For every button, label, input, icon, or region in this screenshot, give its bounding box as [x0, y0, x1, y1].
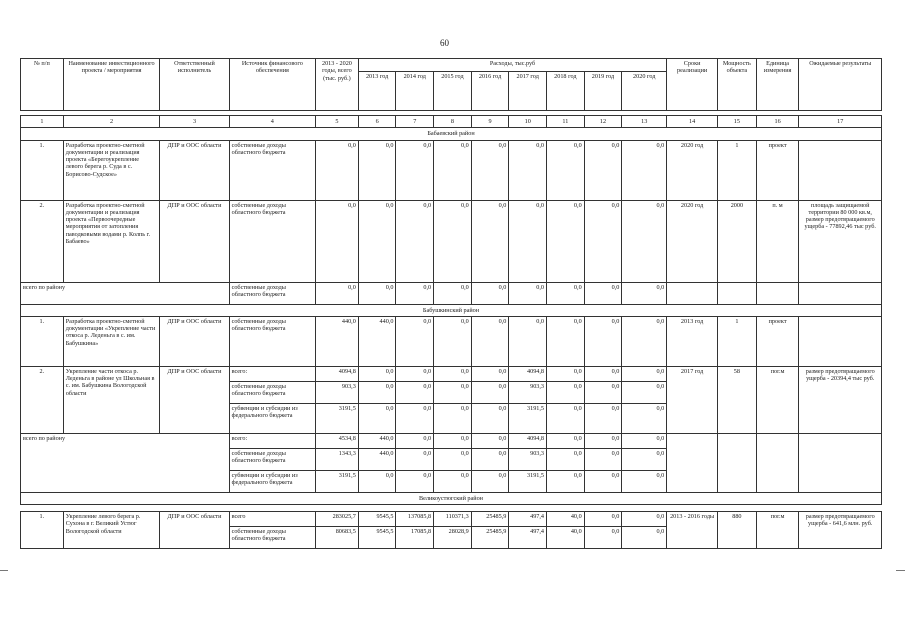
- value-2017: 3191,5: [509, 470, 547, 492]
- total-value: 80683,5: [316, 527, 359, 549]
- col-number: 15: [718, 116, 757, 128]
- value-2013: 9545,5: [358, 512, 396, 527]
- header-2017: 2017 год: [509, 72, 547, 111]
- col-number: 8: [434, 116, 472, 128]
- term: 2020 год: [667, 200, 718, 282]
- value-2020: 0,0: [622, 512, 667, 527]
- table-row: [21, 433, 882, 448]
- value-2016: 0,0: [471, 316, 509, 366]
- value-2015: 0,0: [434, 366, 472, 381]
- value-2013: 440,0: [358, 316, 396, 366]
- value-2017: 4094,8: [509, 366, 547, 381]
- col-number: 4: [229, 116, 315, 128]
- col-number: 12: [584, 116, 622, 128]
- value-2014: 0,0: [396, 200, 434, 282]
- header-2020: 2020 год: [622, 72, 667, 111]
- col-number: 5: [316, 116, 359, 128]
- value-2013: 440,0: [358, 448, 396, 470]
- term: 2020 год: [667, 140, 718, 200]
- value-2016: 25485,9: [471, 512, 509, 527]
- value-2019: 0,0: [584, 512, 622, 527]
- section-title: Бабаевский район: [21, 128, 882, 140]
- table-row: [21, 512, 882, 527]
- table-row: [21, 140, 882, 200]
- col-number: 16: [756, 116, 799, 128]
- value-2018: 0,0: [547, 200, 585, 282]
- value-2018: 0,0: [547, 403, 585, 433]
- header-2019: 2019 год: [584, 72, 622, 111]
- district-total-label: всего по району: [21, 433, 230, 492]
- header-source: Источник финансового обеспечения: [229, 59, 315, 111]
- value-2016: 0,0: [471, 366, 509, 381]
- col-number: 6: [358, 116, 396, 128]
- header-expenses: Расходы, тыс.руб: [358, 59, 666, 72]
- value-2015: 0,0: [434, 448, 472, 470]
- value-2016: 0,0: [471, 470, 509, 492]
- header-name: Наименование инвестиционного проекта / мероприятия: [63, 59, 160, 111]
- value-2014: 0,0: [396, 470, 434, 492]
- col-number: 11: [547, 116, 585, 128]
- expected-result: размер предотвращаемого ущерба - 641,6 млн. руб.: [799, 512, 882, 549]
- col-number: 3: [160, 116, 229, 128]
- value-2014: 0,0: [396, 448, 434, 470]
- value-2017: 497,4: [509, 512, 547, 527]
- project-name: Укрепление левого берега р. Сухона в г. Великий Устюг Вологодской области: [63, 512, 160, 549]
- value-2017: 0,0: [509, 200, 547, 282]
- row-number: 2.: [21, 200, 64, 282]
- col-number: 2: [63, 116, 160, 128]
- header-2013: 2013 год: [358, 72, 396, 111]
- total-value: 3191,5: [316, 403, 359, 433]
- total-value: 440,0: [316, 316, 359, 366]
- col-number: 17: [799, 116, 882, 128]
- unit: пог.м: [756, 512, 799, 549]
- value-2016: 0,0: [471, 433, 509, 448]
- value-2014: 0,0: [396, 403, 434, 433]
- value-2013: 0,0: [358, 140, 396, 200]
- funding-source: собственные доходы областного бюджета: [229, 381, 315, 403]
- value-2015: 110371,3: [434, 512, 472, 527]
- value-2016: 25485,9: [471, 527, 509, 549]
- value-2019: 0,0: [584, 366, 622, 381]
- value-2019: 0,0: [584, 433, 622, 448]
- header-2018: 2018 год: [547, 72, 585, 111]
- row-number: 1.: [21, 140, 64, 200]
- funding-source: всего:: [229, 433, 315, 448]
- col-number: 1: [21, 116, 64, 128]
- col-number: 9: [471, 116, 509, 128]
- value-2019: 0,0: [584, 200, 622, 282]
- funding-source: всего:: [229, 366, 315, 381]
- power: 58: [718, 366, 757, 433]
- funding-source: собственные доходы областного бюджета: [229, 200, 315, 282]
- total-value: 0,0: [316, 200, 359, 282]
- header-num: № п/п: [21, 59, 64, 111]
- col-number: 7: [396, 116, 434, 128]
- value-2017: 903,3: [509, 448, 547, 470]
- value-2019: 0,0: [584, 527, 622, 549]
- unit: п. м: [756, 200, 799, 282]
- value-2019: 0,0: [584, 140, 622, 200]
- value-2017: 4094,8: [509, 433, 547, 448]
- power: 880: [718, 512, 757, 549]
- value-2018: 0,0: [547, 316, 585, 366]
- project-name: Разработка проектно-сметной документации и реализация проекта «Первоочередные мероприятия от затопления паводковыми водами р. Колпь г. Бабаево»: [63, 200, 160, 282]
- header-2015: 2015 год: [434, 72, 472, 111]
- value-2014: 0,0: [396, 140, 434, 200]
- value-2018: 40,0: [547, 512, 585, 527]
- value-2013: 9545,5: [358, 527, 396, 549]
- total-value: 4094,8: [316, 366, 359, 381]
- value-2018: 0,0: [547, 282, 585, 304]
- power: 2000: [718, 200, 757, 282]
- value-2018: 0,0: [547, 366, 585, 381]
- project-name: Разработка проектно-сметной документации и реализация проекта «Берегоукрепление левого берега р. Суда в с. Борисово-Судское»: [63, 140, 160, 200]
- total-value: 0,0: [316, 282, 359, 304]
- scan-edge-mark: [896, 570, 905, 571]
- col-number: 10: [509, 116, 547, 128]
- executor: ДПР и ООС области: [160, 512, 229, 549]
- value-2013: 0,0: [358, 381, 396, 403]
- investment-table: [20, 58, 882, 549]
- row-number: 1.: [21, 316, 64, 366]
- value-2020: 0,0: [622, 448, 667, 470]
- funding-source: собственные доходы областного бюджета: [229, 140, 315, 200]
- funding-source: всего: [229, 512, 315, 527]
- row-number: 1.: [21, 512, 64, 549]
- funding-source: собственные доходы областного бюджета: [229, 316, 315, 366]
- unit: пог.м: [756, 366, 799, 433]
- term: 2017 год: [667, 366, 718, 433]
- value-2020: 0,0: [622, 140, 667, 200]
- value-2020: 0,0: [622, 381, 667, 403]
- header-row-1: [21, 59, 882, 72]
- unit: проект: [756, 140, 799, 200]
- term: 2013 - 2016 годы: [667, 512, 718, 549]
- table-row: [21, 366, 882, 381]
- value-2015: 28028,9: [434, 527, 472, 549]
- value-2015: 0,0: [434, 433, 472, 448]
- district-total-label: всего по району: [21, 282, 230, 304]
- value-2017: 903,3: [509, 381, 547, 403]
- value-2016: 0,0: [471, 282, 509, 304]
- unit: проект: [756, 316, 799, 366]
- header-2016: 2016 год: [471, 72, 509, 111]
- value-2017: 497,4: [509, 527, 547, 549]
- value-2018: 0,0: [547, 448, 585, 470]
- value-2016: 0,0: [471, 381, 509, 403]
- value-2015: 0,0: [434, 140, 472, 200]
- value-2013: 0,0: [358, 403, 396, 433]
- value-2018: 0,0: [547, 470, 585, 492]
- value-2015: 0,0: [434, 282, 472, 304]
- section-title: Великоустюгский район: [21, 492, 882, 504]
- funding-source: собственные доходы областного бюджета: [229, 527, 315, 549]
- expected-result: площадь защищаемой территории 80 000 кв.м, размер предотвращаемого ущерба - 77892,46 тыс руб.: [799, 200, 882, 282]
- project-name: Укрепление части откоса р. Леденьга в районе ул Школьная в с. им. Бабушкина Вологодской области: [63, 366, 160, 433]
- value-2018: 0,0: [547, 140, 585, 200]
- value-2014: 0,0: [396, 316, 434, 366]
- value-2019: 0,0: [584, 282, 622, 304]
- total-value: 903,3: [316, 381, 359, 403]
- col-number: 13: [622, 116, 667, 128]
- value-2019: 0,0: [584, 381, 622, 403]
- value-2015: 0,0: [434, 200, 472, 282]
- value-2014: 137085,8: [396, 512, 434, 527]
- value-2016: 0,0: [471, 448, 509, 470]
- scan-edge-mark: [0, 570, 8, 571]
- value-2014: 0,0: [396, 381, 434, 403]
- value-2018: 0,0: [547, 381, 585, 403]
- value-2013: 0,0: [358, 366, 396, 381]
- funding-source: субвенции и субсидии из федерального бюджета: [229, 403, 315, 433]
- value-2015: 0,0: [434, 470, 472, 492]
- value-2017: 3191,5: [509, 403, 547, 433]
- column-numbers-row: [21, 116, 882, 128]
- value-2017: 0,0: [509, 140, 547, 200]
- value-2016: 0,0: [471, 403, 509, 433]
- header-executor: Ответственный исполнитель: [160, 59, 229, 111]
- value-2020: 0,0: [622, 316, 667, 366]
- value-2016: 0,0: [471, 200, 509, 282]
- table-row: [21, 316, 882, 366]
- power: 1: [718, 316, 757, 366]
- total-value: 3191,5: [316, 470, 359, 492]
- value-2020: 0,0: [622, 433, 667, 448]
- value-2013: 0,0: [358, 282, 396, 304]
- page-number: 60: [440, 38, 449, 48]
- funding-source: собственные доходы областного бюджета: [229, 448, 315, 470]
- executor: ДПР и ООС области: [160, 316, 229, 366]
- expected-result: [799, 140, 882, 200]
- value-2019: 0,0: [584, 316, 622, 366]
- header-unit: Единица измерения: [756, 59, 799, 111]
- funding-source: субвенции и субсидии из федерального бюджета: [229, 470, 315, 492]
- table-row: [21, 282, 882, 304]
- total-value: 0,0: [316, 140, 359, 200]
- project-name: Разработка проектно-сметной документации «Укрепление части откоса р. Леденьга в с. им. Бабушкина»: [63, 316, 160, 366]
- value-2014: 0,0: [396, 282, 434, 304]
- value-2013: 440,0: [358, 433, 396, 448]
- value-2020: 0,0: [622, 366, 667, 381]
- value-2017: 0,0: [509, 282, 547, 304]
- value-2020: 0,0: [622, 403, 667, 433]
- value-2020: 0,0: [622, 470, 667, 492]
- header-power: Мощность объекта: [718, 59, 757, 111]
- term: 2013 год: [667, 316, 718, 366]
- header-total: 2013 - 2020 годы, всего (тыс. руб.): [316, 59, 359, 111]
- value-2018: 40,0: [547, 527, 585, 549]
- power: 1: [718, 140, 757, 200]
- total-value: 4534,8: [316, 433, 359, 448]
- value-2014: 17085,8: [396, 527, 434, 549]
- row-number: 2.: [21, 366, 64, 433]
- executor: ДПР и ООС области: [160, 366, 229, 433]
- value-2017: 0,0: [509, 316, 547, 366]
- value-2015: 0,0: [434, 316, 472, 366]
- executor: ДПР и ООС области: [160, 140, 229, 200]
- header-term: Сроки реализации: [667, 59, 718, 111]
- value-2015: 0,0: [434, 381, 472, 403]
- value-2015: 0,0: [434, 403, 472, 433]
- value-2013: 0,0: [358, 470, 396, 492]
- expected-result: [799, 316, 882, 366]
- value-2019: 0,0: [584, 448, 622, 470]
- value-2016: 0,0: [471, 140, 509, 200]
- value-2020: 0,0: [622, 282, 667, 304]
- table-row: [21, 200, 882, 282]
- header-2014: 2014 год: [396, 72, 434, 111]
- executor: ДПР и ООС области: [160, 200, 229, 282]
- total-value: 1343,3: [316, 448, 359, 470]
- total-value: 283025,7: [316, 512, 359, 527]
- header-results: Ожидаемые результаты: [799, 59, 882, 111]
- value-2020: 0,0: [622, 527, 667, 549]
- value-2013: 0,0: [358, 200, 396, 282]
- value-2020: 0,0: [622, 200, 667, 282]
- value-2014: 0,0: [396, 433, 434, 448]
- col-number: 14: [667, 116, 718, 128]
- funding-source: собственные доходы областного бюджета: [229, 282, 315, 304]
- section-title: Бабушкинский район: [21, 304, 882, 316]
- value-2019: 0,0: [584, 470, 622, 492]
- value-2014: 0,0: [396, 366, 434, 381]
- value-2018: 0,0: [547, 433, 585, 448]
- value-2019: 0,0: [584, 403, 622, 433]
- expected-result: размер предотвращаемого ущерба - 20394,4 тыс руб.: [799, 366, 882, 433]
